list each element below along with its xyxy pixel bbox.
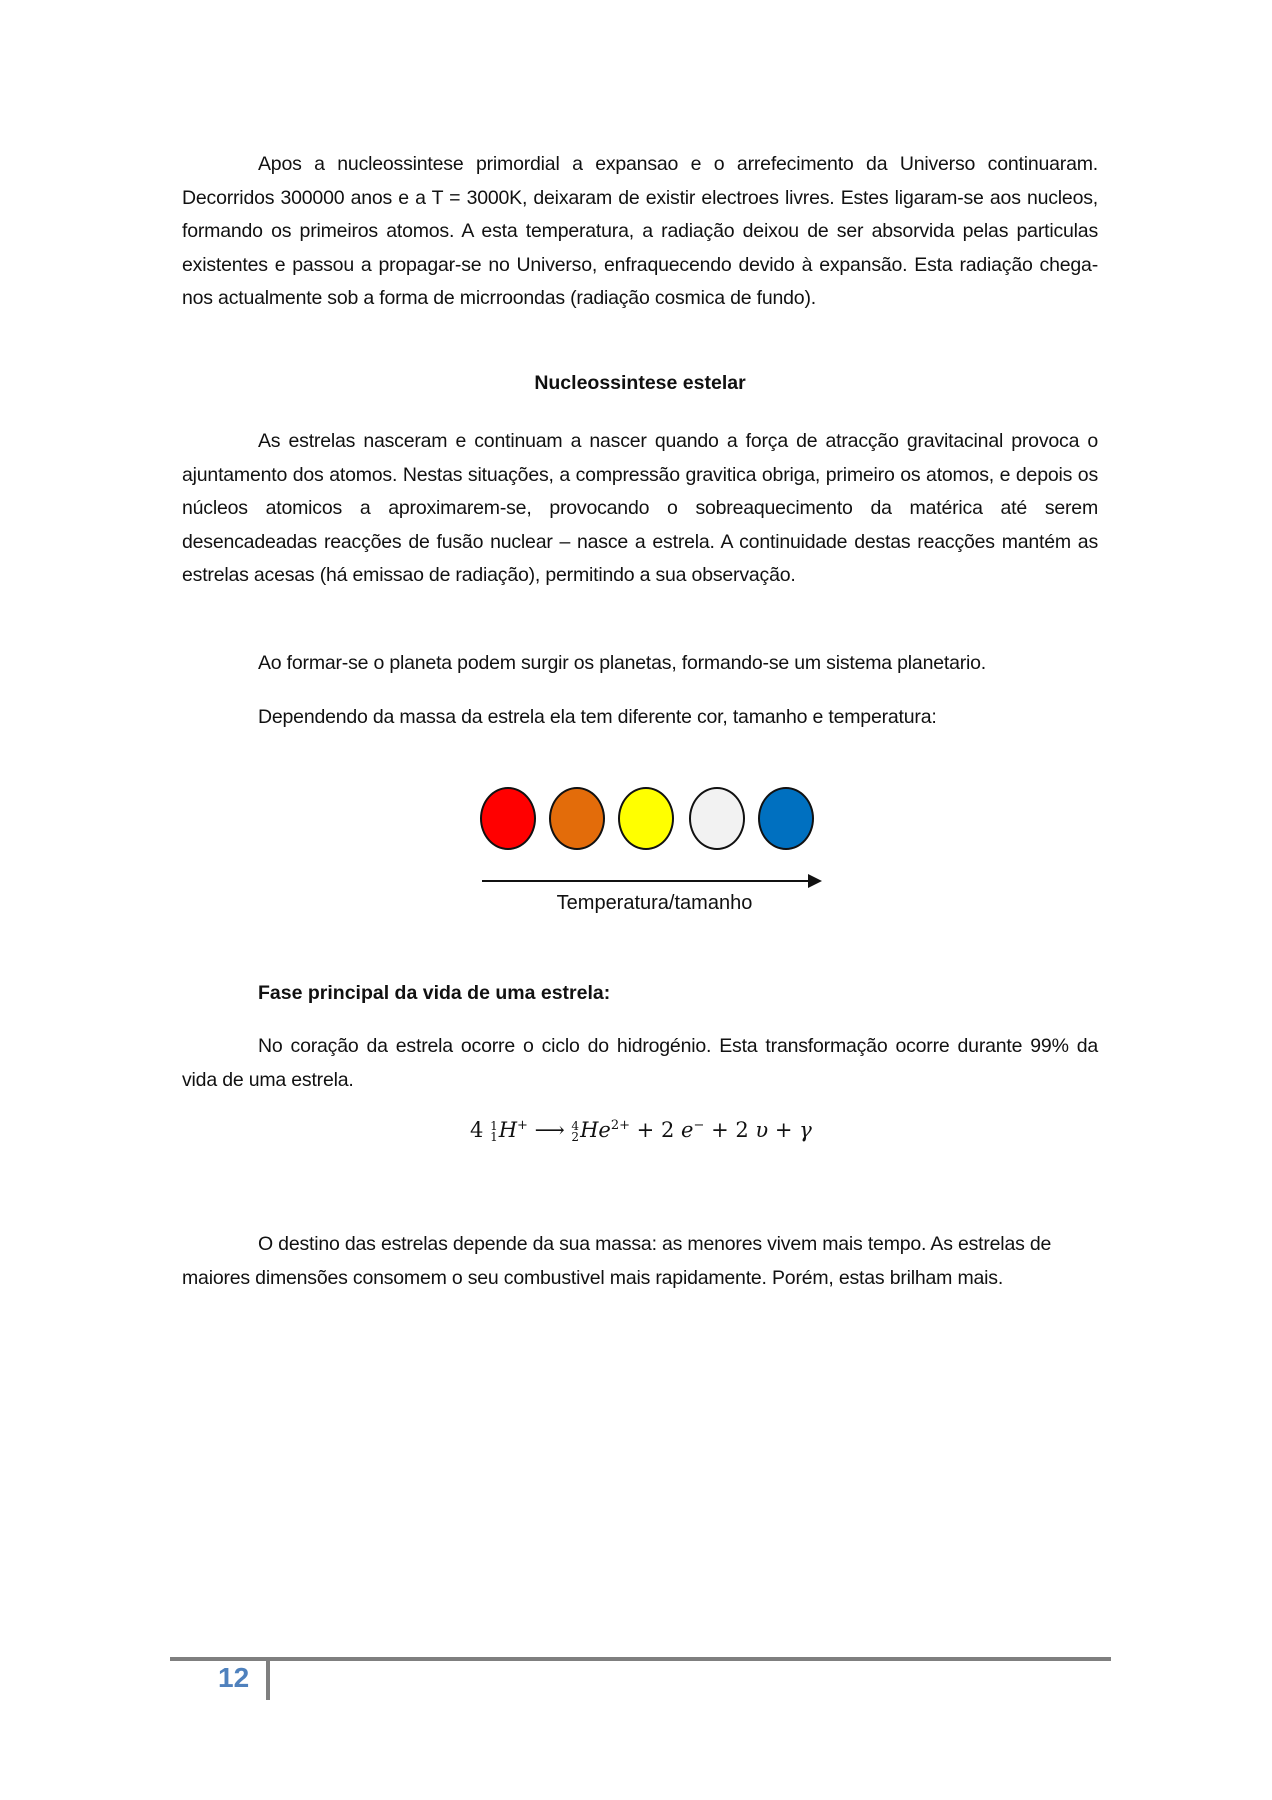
arrow-label: Temperatura/tamanho — [556, 892, 753, 914]
electron-symbol: e — [681, 1118, 694, 1142]
blue-star-circle — [758, 787, 814, 850]
paragraph-star-mass: Dependendo da massa da estrela ela tem diferente cor, tamanho e temperatura: — [258, 706, 937, 728]
arrow-head-icon — [808, 874, 822, 888]
heading-main-phase: Fase principal da vida de uma estrela: — [258, 982, 611, 1004]
star-color-figure — [480, 787, 825, 857]
helium-isotope: 4 2 — [571, 1118, 580, 1144]
paragraph-star-fate: O destino das estrelas depende da sua massa: as menores vivem mais tempo. As estrelas de maiores dimensões consomem o seu combustivel mais rapidamente. Porém, estas brilham mais. — [182, 1233, 1052, 1289]
paragraph-star-birth: As estrelas nasceram e continuam a nascer quando a força de atracção gravitacinal provoca o ajuntamento dos atomos. Nestas situações, a compressão gravitica obriga, primeiro os atomos, e depois os núcleos atomicos a aproximarem-se, provocando o sobreaquecimento da matérica até serem desencadeadas reacções de fusão nuclear – nasce a estrela. A continuidade destas reacções mantém as estrelas acesas (há emissao de radiação), permitindo a sua observação. — [182, 430, 1098, 586]
paragraph-hydrogen-cycle: No coração da estrela ocorre o ciclo do hidrogénio. Esta transformação ocorre durante 99% da vida de uma estrela. — [182, 1035, 1098, 1091]
reaction-arrow: ⟶ — [534, 1118, 565, 1142]
gamma-symbol: γ — [799, 1118, 812, 1142]
hydrogen-symbol: H — [498, 1118, 518, 1142]
paragraph-planets: Ao formar-se o planeta podem surgir os planetas, formando-se um sistema planetario. — [258, 652, 987, 674]
temperature-arrow-line — [482, 880, 812, 882]
hydrogen-isotope: 1 1 — [490, 1118, 498, 1144]
white-star-circle — [689, 787, 745, 850]
eq-coefficient: 4 — [470, 1118, 484, 1142]
paragraph-primordial-expansion: Apos a nucleossintese primordial a expansao e o arrefecimento da Universo continuaram. Decorridos 300000 anos e a T = 3000K, deixaram de existir electroes livres. Estes ligaram-se aos nucleos, formando os primeiros atomos. A esta temperatura, a radiação deixou de ser absorvida pelas particulas existentes e passou a propagar-se no Universo, enfraquecendo devido à expansão. Esta radiação chega-nos actualmente sob a forma de micrroondas (radiação cosmica de fundo). — [182, 153, 1098, 309]
orange-star-circle — [549, 787, 605, 850]
helium-symbol: He — [580, 1118, 611, 1142]
yellow-star-circle — [618, 787, 674, 850]
footer-divider — [266, 1660, 270, 1700]
red-star-circle — [480, 787, 536, 850]
neutrino-symbol: υ — [755, 1118, 769, 1142]
fusion-equation: 4 1 1 H+ ⟶ 4 2 $He^{2+} + 2$ e− + 2 υ + γ — [470, 1118, 812, 1144]
heading-stellar-nucleosynthesis: Nucleossintese estelar — [534, 372, 746, 394]
footer-rule — [170, 1657, 1111, 1661]
page-number: 12 — [218, 1662, 250, 1693]
